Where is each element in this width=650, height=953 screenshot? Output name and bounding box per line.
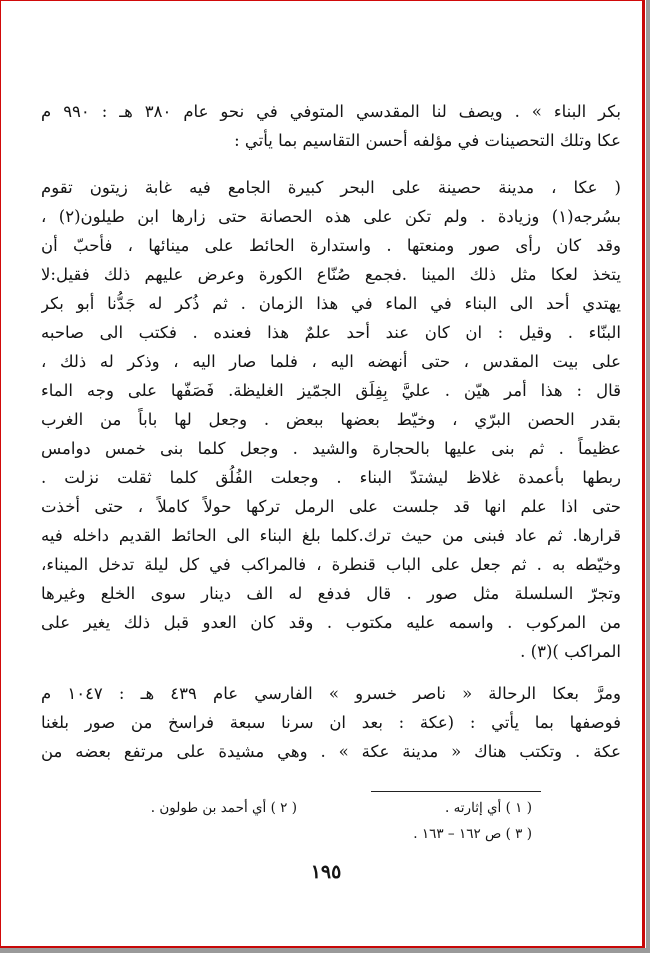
text-line: عظيماً . ثم بنى عليها بالحجارة والشيد . وجعل كلما بنى خمس دوامس [41,439,621,458]
text-line: وقد كان رأى صور ومنعتها . واستدارة الحائط على مينائها ، فأحبّ أن [41,236,621,255]
text-line: على بيت المقدس ، حتى أنهضه اليه ، فلما صار اليه ، وذكر له ذلك ، [41,352,621,371]
text-line: المراكب )(٣) . [520,642,621,661]
text-line: يتخذ لعكا مثل ذلك المينا .فجمع صُنّاع الكورة وعرض عليهم ذلك فقيل:لا [41,265,621,284]
text-line: ( عكا ، مدينة حصينة على البحر كبيرة الجامع فيه غابة زيتون تقوم [41,178,621,197]
footnote-3: ( ٣ ) ص ١٦٢ – ١٦٣ . [413,826,532,842]
intro-paragraph [41,97,621,155]
travel-paragraph [41,679,621,766]
text-line: بقدر الحصن البرّي ، وخيّط بعضها ببعض . وجعل لها باباً من الغرب [41,410,621,429]
text-line: عكة . وتكتب هناك « مدينة عكة » . وهي مشيدة على مرتفع بعضه من [41,742,621,761]
text-line: فوصفها بما يأتي : (عكة : بعد ان سرنا سبعة فراسخ من صور بلغنا [41,713,621,732]
text-line: ربطها بأعمدة غلاظ ليشتدّ البناء . وجعلت الفُلُق كلما ثقلت نزلت . [41,468,621,487]
text-line: قال : هذا أمر هيّن . عليَّ بِفِلَق الجمّيز الغليظة. فَصَفّها على وجه الماء [41,381,621,400]
text-line: عكا وتلك التحصينات في مؤلفه أحسن التقاسيم بما يأتي : [234,131,621,150]
footnote-1: ( ١ ) أي إثارته . [444,800,532,816]
quote-paragraph [41,173,621,666]
page-bottom-shadow [0,948,650,953]
text-line: البنّاء . وقيل : ان كان عند أحد علمٌ هذا فعنده . فكتب الى صاحبه [41,323,621,342]
page-number: ١٩٥ [310,861,342,883]
text-line: حتى اذا علم انها قد جلست على الرمل تركها حولاً كاملاً ، حتى أخذت [41,497,621,516]
text-line: يهتدي أحد الى البناء في الماء في هذا الزمان . ثم ذُكر له جَدُّنا أبو بكر [41,294,621,313]
text-line: وخيّطه به . ثم جعل على الباب قنطرة ، فالمراكب في كل ليلة تدخل الميناء، [41,555,621,574]
text-line: من المركوب . واسمه عليه مكتوب . وقد كان العدو قبل ذلك يغير على [41,613,621,632]
text-line: وتجرّ السلسلة مثل صور . قال فدفع له الف دينار سوى الخلع وغيرها [41,584,621,603]
footnote-2: ( ٢ ) أي أحمد بن طولون . [150,800,297,816]
text-line: بكر البناء » . ويصف لنا المقدسي المتوفي في نحو عام ٣٨٠ هـ : ٩٩٠ م [41,102,621,121]
footnote-divider [371,791,541,792]
text-line: بسُرجه(١) وزيادة . ولم تكن على هذه الحصانة حتى زارها ابن طيلون(٢) ، [41,207,621,226]
page-edge-shadow [646,0,650,953]
text-line: قرارها. ثم عاد فبنى من حيث ترك.كلما بلغ البناء الى الحائط القديم داخله فيه [41,526,621,545]
text-line: ومرَّ بعكا الرحالة « ناصر خسرو » الفارسي عام ٤٣٩ هـ : ١٠٤٧ م [41,684,621,703]
